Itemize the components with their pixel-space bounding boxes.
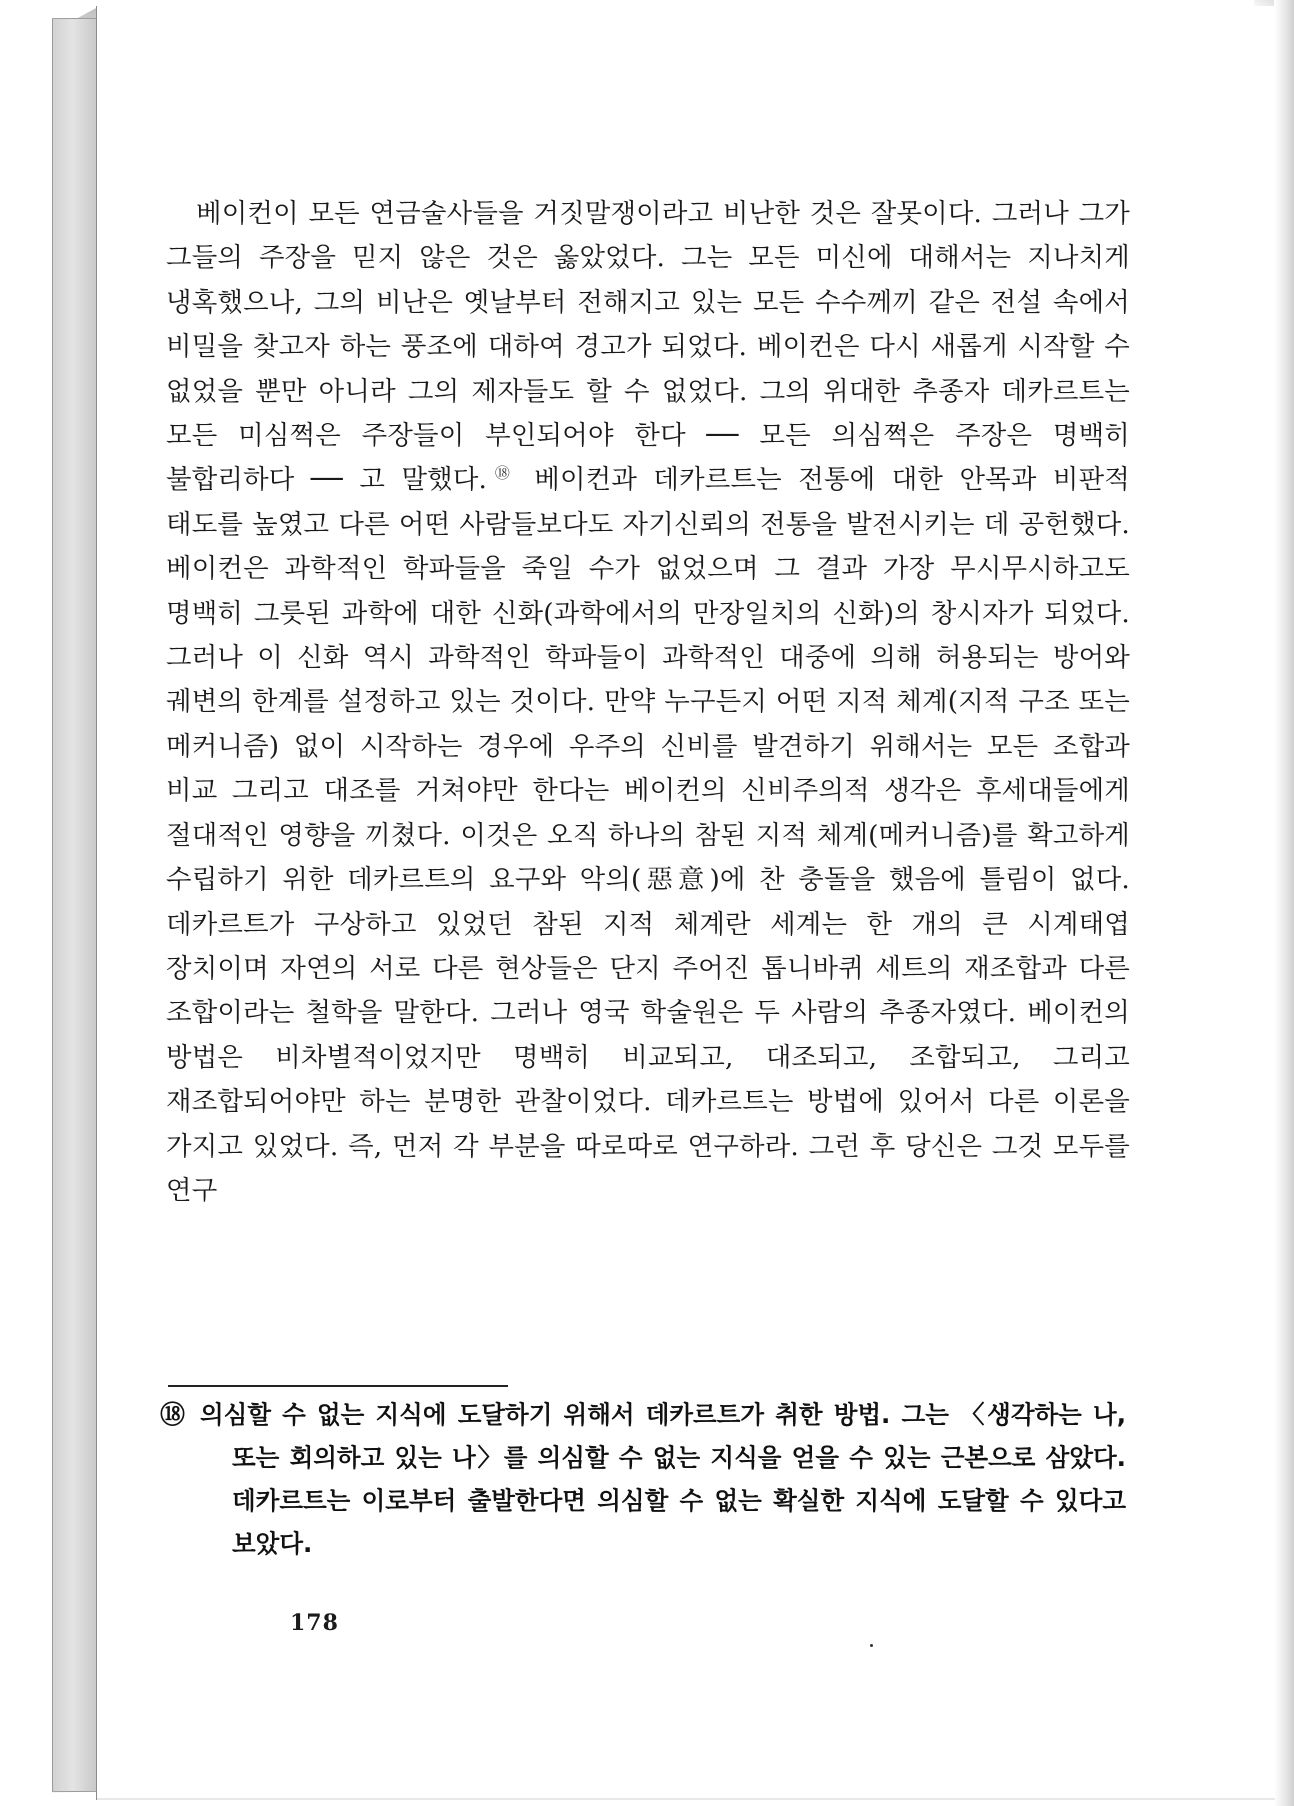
footnote-text: 의심할 수 없는 지식에 도달하기 위해서 데카르트가 취한 방법. 그는 〈생각하는 나, 또는 회의하고 있는 나〉를 의심할 수 없는 지식을 얻을 수 있는 근본으로 삼았다. 데카르트는 이로부터 출발한다면 의심할 수 없는 확실한 지식에 도달할 수 있다고 보았다. — [200, 1400, 1126, 1558]
page-right-edge — [1274, 0, 1294, 1806]
footnote-block — [196, 1393, 1126, 1565]
page-number: 178 — [290, 1610, 339, 1636]
body-paragraph — [166, 192, 1130, 1213]
footnote-reference[interactable]: ⑱ — [487, 464, 518, 483]
book-spine — [52, 18, 98, 1792]
footnote — [196, 1393, 1126, 1565]
footnote-divider — [168, 1385, 508, 1387]
body-text-part-2: 베이컨과 데카르트는 전통에 대한 안목과 비판적 태도를 높였고 다른 어떤 사람들보다도 자기신뢰의 전통을 발전시키는 데 공헌했다. 베이컨은 과학적인 학파들을 죽일 수가 없었으며 그 결과 가장 무시무시하고도 명백히 그릇된 과학에 대한 신화(과학에서의 만장일치의 신화)의 창시자가 되었다. 그러나 이 신화 역시 과학적인 학파들이 과학적인 대중에 의해 허용되는 방어와 궤변의 한계를 설정하고 있는 것이다. 만약 누구든지 어떤 지적 체계(지적 구조 또는 메커니즘) 없이 시작하는 경우에 우주의 신비를 발견하기 위해서는 모든 조합과 비교 그리고 대조를 거쳐야만 한다는 베이컨의 신비주의적 생각은 후세대들에게 절대적인 영향을 끼쳤다. 이것은 오직 하나의 참된 지적 체계(메커니즘)를 확고하게 수립하기 위한 데카르트의 요구와 악의(惡意)에 찬 충돌을 했음에 틀림이 없다. 데카르트가 구상하고 있었던 참된 지적 체계란 세계는 한 개의 큰 시계태엽 장치이며 자연의 서로 다른 현상들은 단지 주어진 톱니바퀴 세트의 재조합과 다른 조합이라는 철학을 말한다. 그러나 영국 학술원은 두 사람의 추종자였다. 베이컨의 방법은 비차별적이었지만 명백히 비교되고, 대조되고, 조합되고, 그리고 재조합되어야만 하는 분명한 관찰이었다. 데카르트는 방법에 있어서 다른 이론을 가지고 있었다. 즉, 먼저 각 부분을 따로따로 연구하라. 그런 후 당신은 그것 모두를 연구 — [166, 464, 1130, 1206]
scan-speck — [870, 1644, 873, 1647]
body-text-part-1: 베이컨이 모든 연금술사들을 거짓말쟁이라고 비난한 것은 잘못이다. 그러나 그가 그들의 주장을 믿지 않은 것은 옳았었다. 그는 모든 미신에 대해서는 지나치게 냉혹했으나, 그의 비난은 옛날부터 전해지고 있는 모든 수수께끼 같은 전설 속에서 비밀을 찾고자 하는 풍조에 대하여 경고가 되었다. 베이컨은 다시 새롭게 시작할 수 없었을 뿐만 아니라 그의 제자들도 할 수 없었다. 그의 위대한 추종자 데카르트는 모든 미심쩍은 주장들이 부인되어야 한다 ── 모든 의심쩍은 주장은 명백히 불합리하다 ── 고 말했다. — [166, 198, 1130, 496]
